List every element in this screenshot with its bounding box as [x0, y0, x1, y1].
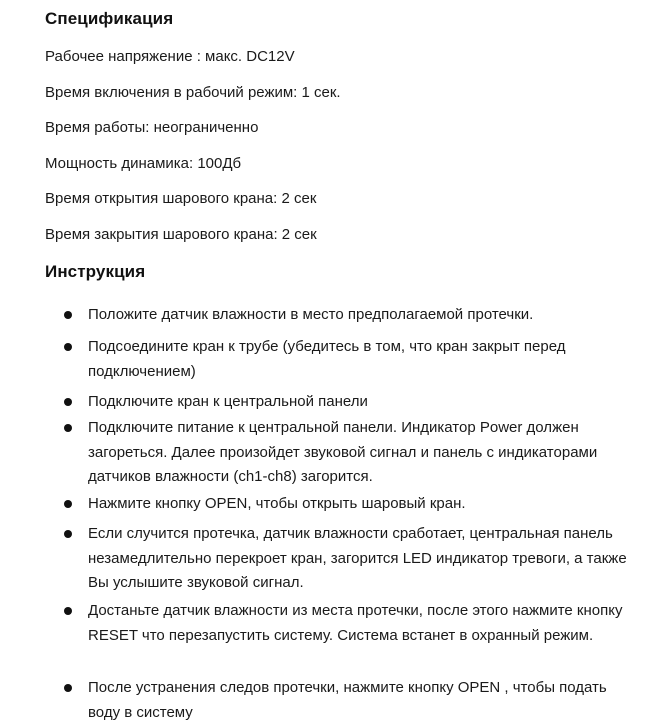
- bullet-icon: [64, 343, 72, 351]
- list-item-text: После устранения следов протечки, нажмите кнопку OPEN , чтобы подать воду в систему: [88, 679, 607, 721]
- bullet-icon: [64, 311, 72, 319]
- spec-heading: Спецификация: [45, 9, 174, 28]
- list-item-text: Если случится протечка, датчик влажности сработает, центральная панель незамедлительно перекроет кран, загорится LED индикатор тревоги, а также Вы услышите звуковой сигнал.: [88, 525, 627, 591]
- bullet-icon: [64, 530, 72, 538]
- list-item-text: Нажмите кнопку OPEN, чтобы открыть шаровый кран.: [88, 495, 466, 512]
- bullet-icon: [64, 500, 72, 508]
- spec-line-startup-time: Время включения в рабочий режим: 1 сек.: [45, 84, 341, 101]
- list-item-text: Подключите кран к центральной панели: [88, 393, 368, 410]
- list-item-text: Достаньте датчик влажности из места протечки, после этого нажмите кнопку RESET что перезапустить систему. Система встанет в охранный режим.: [88, 602, 623, 644]
- list-item-text: Подсоедините кран к трубе (убедитесь в том, что кран закрыт перед подключением): [88, 338, 566, 380]
- bullet-icon: [64, 607, 72, 615]
- bullet-icon: [64, 398, 72, 406]
- bullet-icon: [64, 684, 72, 692]
- spec-line-speaker-power: Мощность динамика: 100Дб: [45, 155, 242, 172]
- bullet-icon: [64, 424, 72, 432]
- spec-line-voltage: Рабочее напряжение : макс. DC12V: [45, 48, 295, 65]
- spec-line-open-time: Время открытия шарового крана: 2 сек: [45, 190, 317, 207]
- list-item-text: Подключите питание к центральной панели. Индикатор Power должен загореться. Далее произойдет звуковой сигнал и панель с индикаторами датчиков влажности (ch1-ch8) загорится.: [88, 419, 598, 485]
- spec-line-work-time: Время работы: неограниченно: [45, 119, 259, 136]
- spec-line-close-time: Время закрытия шарового крана: 2 сек: [45, 226, 317, 243]
- instructions-heading: Инструкция: [45, 262, 146, 281]
- list-item-text: Положите датчик влажности в место предполагаемой протечки.: [88, 306, 534, 323]
